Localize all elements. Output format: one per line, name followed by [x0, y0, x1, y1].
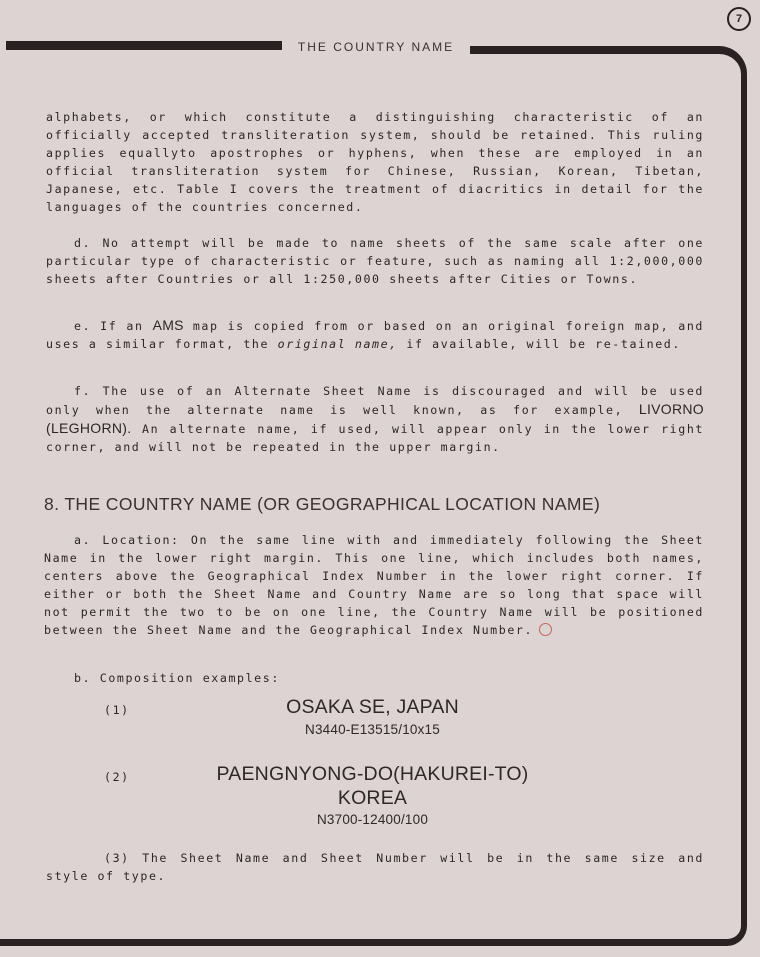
margin-circle-mark [539, 623, 552, 636]
example-2-label: (2) [104, 770, 130, 784]
paragraph-e-text-3: if available, will be re-tained. [397, 337, 681, 351]
paragraph-f [46, 382, 704, 456]
ams-abbreviation: AMS [152, 317, 184, 333]
example-1-label: (1) [104, 703, 130, 717]
example-1-sheet-name: OSAKA SE, JAPAN [286, 696, 459, 718]
example-1-index-number: N3440-E13515/10x15 [305, 722, 440, 737]
paragraph-f-text-1: f. The use of an Alternate Sheet Name is discouraged and will be used only when the alternate name is well known, as for example, [46, 384, 704, 417]
example-2-sheet-name: PAENGNYONG-DO(HAKUREI-TO) [216, 763, 529, 785]
original-name-term: original name, [277, 337, 398, 351]
paragraph-f-text-2: An alternate name, if used, will appear only in the lower right corner, and will not be repeated in the upper margin. [46, 422, 704, 454]
page-frame-bottom-rule [0, 939, 480, 946]
alternate-name-example: LIVORNO (LEGHORN). [46, 401, 704, 436]
paragraph-e-text-1: e. If an [74, 319, 153, 333]
paragraph-d: d. No attempt will be made to name sheets of the same scale after one particular type of characteristic or feature, such as naming all 1:2,000,000 sheets after Countries or all 1:250,000 sheets after Cities or Towns. [46, 236, 704, 286]
paragraph-e [46, 316, 704, 353]
section-heading: 8. THE COUNTRY NAME (OR GEOGRAPHICAL LOCATION NAME) [44, 494, 601, 514]
page-number: 7 [727, 7, 751, 31]
paragraph-continuation: alphabets, or which constitute a distinguishing characteristic of an officially accepted transliteration system, should be retained. This ruling applies equallyto apostrophes or hyphens, when these are employed in an official transliteration system for Chinese, Russian, Korean, Tibetan, Japanese, etc. Table I covers the treatment of diacritics in detail for the languages of the countries concerned. [46, 110, 704, 214]
paragraph-a-location [44, 531, 704, 639]
header-title: THE COUNTRY NAME [297, 40, 455, 54]
header-rule-left [6, 41, 282, 50]
paragraph-a-text: a. Location: On the same line with and immediately following the Sheet Name in the lower right margin. This one line, which includes both names, centers above the Geographical Index Number in the lower right corner. If either or both the Sheet Name and Country Name are so long that space will not permit the two to be on one line, the Country Name will be positioned between the Sheet Name and the Geographical Index Number. [44, 533, 704, 637]
composition-examples-label: b. Composition examples: [74, 671, 280, 685]
paragraph-e-text-2: map is copied from or based on an original foreign map, and uses a similar format, the [46, 319, 704, 351]
example-2-country-name: KOREA [337, 787, 408, 809]
example-2-index-number: N3700-12400/100 [316, 812, 429, 827]
paragraph-3: (3) The Sheet Name and Sheet Number will be in the same size and style of type. [46, 851, 704, 883]
